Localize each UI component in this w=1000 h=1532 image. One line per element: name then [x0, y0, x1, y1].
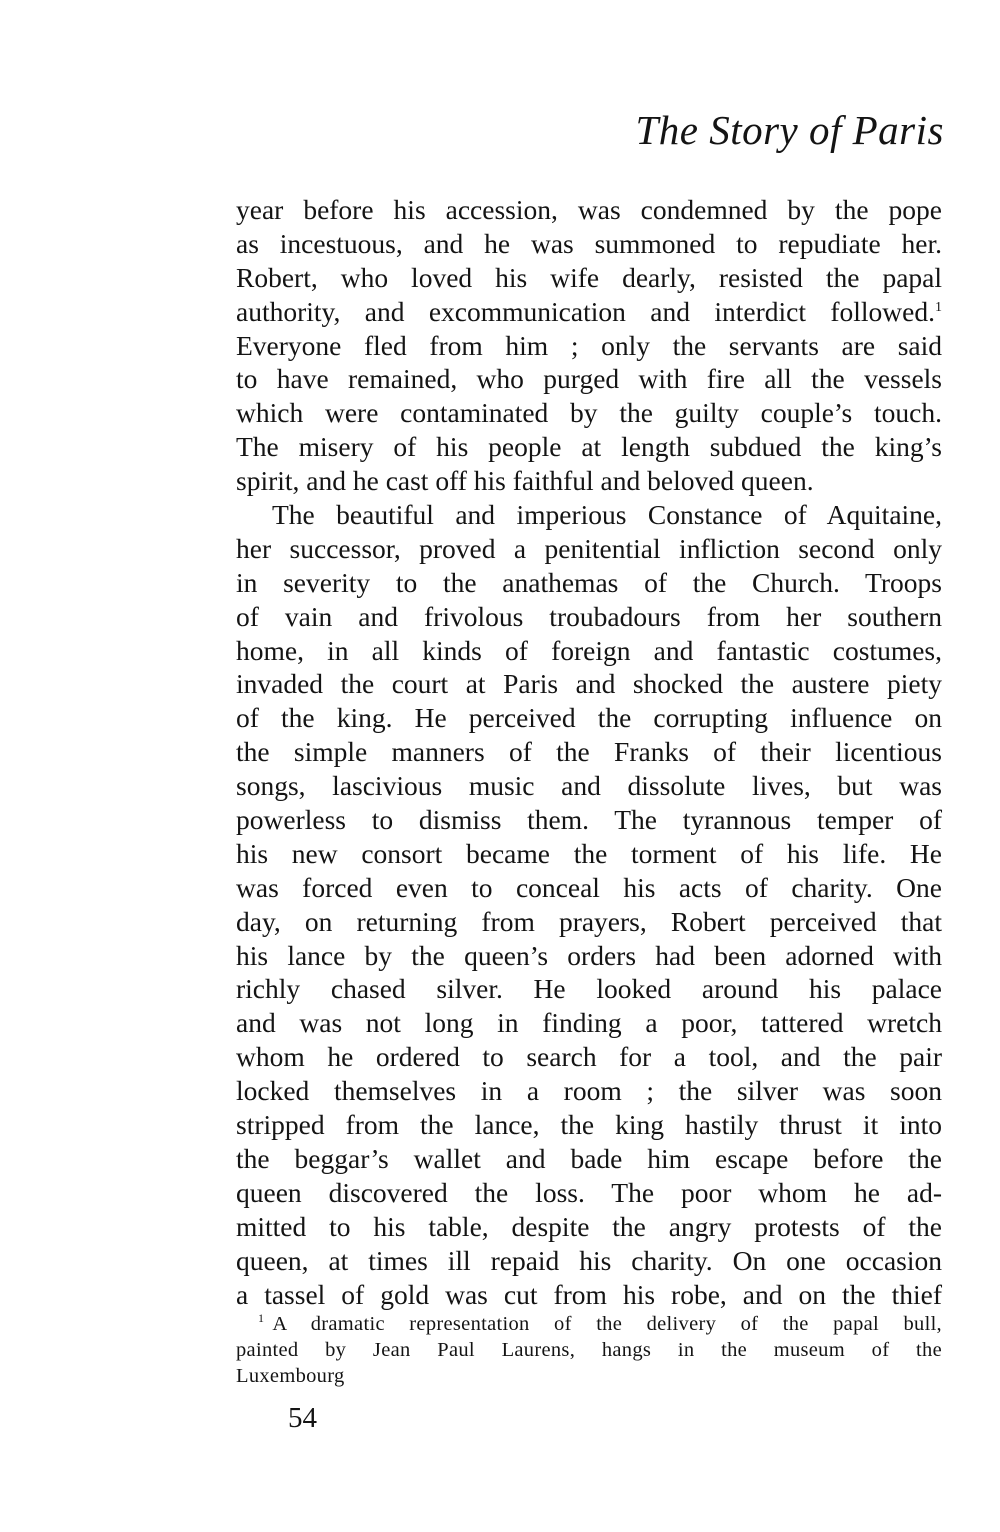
text-line: powerless to dismiss them. The tyrannous temper of: [236, 804, 942, 836]
text-line: his new consort became the torment of his life. He: [236, 837, 942, 869]
text-line: songs, lascivious music and dissolute lives, but was: [236, 770, 942, 802]
text-line: The beautiful and imperious Constance of Aquitaine,: [272, 499, 942, 531]
text-line: and was not long in finding a poor, tattered wretch: [236, 1007, 942, 1039]
text-line: the beggar’s wallet and bade him escape before the: [236, 1142, 942, 1174]
text-line: of vain and frivolous troubadours from her southern: [236, 600, 942, 632]
footnote-line: painted by Jean Paul Laurens, hangs in the museum of the: [236, 1339, 942, 1361]
text-line: spirit, and he cast off his faithful and beloved queen.: [236, 465, 814, 497]
running-title: The Story of Paris: [635, 107, 944, 153]
text-line: year before his accession, was condemned by the pope: [236, 194, 942, 225]
text-line: The misery of his people at length subdued the king’s: [236, 431, 942, 463]
text-line: queen discovered the loss. The poor whom he ad-: [236, 1176, 942, 1208]
text-line: richly chased silver. He looked around his palace: [236, 973, 942, 1005]
footnote-line: $^1$ A dramatic representation of the delivery of the papal bull,: [258, 1311, 942, 1335]
text-line: which were contaminated by the guilty couple’s touch.: [236, 397, 942, 429]
text-line: a tassel of gold was cut from his robe, and on the thief: [236, 1278, 942, 1310]
text-line: to have remained, who purged with fire all the vessels: [236, 363, 942, 395]
text-line: in severity to the anathemas of the Church. Troops: [236, 566, 942, 598]
text-line: was forced even to conceal his acts of charity. One: [236, 871, 942, 903]
text-line: invaded the court at Paris and shocked the austere piety: [236, 668, 942, 700]
text-line: queen, at times ill repaid his charity. On one occasion: [236, 1244, 942, 1276]
text-line: his lance by the queen’s orders had been adorned with: [236, 939, 942, 971]
footnote-reference[interactable]: 1: [935, 299, 942, 315]
text-line: Everyone fled from him ; only the servants are said: [236, 329, 942, 361]
text-line: home, in all kinds of foreign and fantastic costumes,: [236, 634, 942, 666]
text-line: as incestuous, and he was summoned to repudiate her.: [236, 227, 942, 259]
footnote: [236, 1311, 942, 1389]
page-number: 54: [288, 1402, 317, 1434]
footnote-line: Luxembourg: [236, 1365, 345, 1387]
text-line: authority, and excommunication and interdict followed.$^1$: [236, 295, 942, 327]
text-line: whom he ordered to search for a tool, and the pair: [236, 1041, 942, 1073]
text-line: stripped from the lance, the king hastily thrust it into: [236, 1109, 942, 1141]
text-line: the simple manners of the Franks of their licentious: [236, 736, 942, 768]
text-line: of the king. He perceived the corrupting influence on: [236, 702, 942, 734]
text-line: locked themselves in a room ; the silver was soon: [236, 1075, 942, 1107]
text-line: her successor, proved a penitential infliction second only: [236, 532, 942, 564]
text-line: day, on returning from prayers, Robert perceived that: [236, 905, 942, 937]
text-line: mitted to his table, despite the angry protests of the: [236, 1210, 942, 1242]
footnote-marker: 1: [258, 1311, 265, 1325]
body-text: [236, 193, 942, 1311]
text-line: Robert, who loved his wife dearly, resisted the papal: [236, 261, 942, 293]
